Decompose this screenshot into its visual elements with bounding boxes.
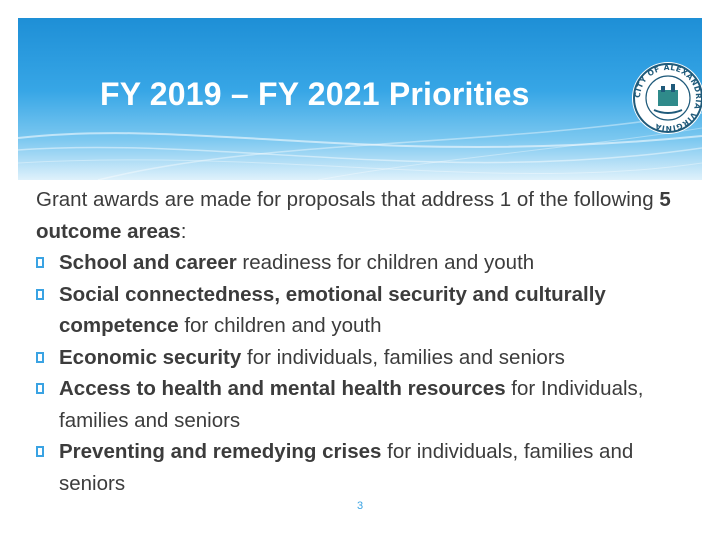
title-banner xyxy=(18,18,702,180)
outcome-item xyxy=(36,342,696,374)
outcome-rest: for individuals, families and seniors xyxy=(59,440,634,495)
outcome-item xyxy=(36,279,696,342)
outcome-bold: School and career xyxy=(59,251,237,274)
square-bullet-icon xyxy=(36,446,44,457)
outcome-item xyxy=(36,373,696,436)
outcome-item xyxy=(36,436,696,499)
outcome-rest: for individuals, families and seniors xyxy=(241,345,565,369)
outcome-rest: readiness for children and youth xyxy=(236,251,535,274)
intro-bold: 5 outcome areas xyxy=(36,188,671,243)
outcome-rest: for Individuals, families and seniors xyxy=(59,377,644,432)
square-bullet-icon xyxy=(36,383,44,394)
outcome-bold: Social connectedness, emotional security and culturally competence xyxy=(59,282,606,337)
square-bullet-icon xyxy=(36,352,44,363)
seal-text: CITY OF ALEXANDRIA VIRGINIA xyxy=(632,62,704,134)
outcome-rest: for children and youth xyxy=(178,314,382,337)
intro-paragraph xyxy=(36,184,696,247)
square-bullet-icon xyxy=(36,257,44,268)
intro-text: Grant awards are made for proposals that address 1 of the following xyxy=(36,188,660,211)
city-seal-icon xyxy=(630,60,702,136)
outcome-bold: Economic security xyxy=(59,345,242,369)
outcome-list xyxy=(36,247,696,499)
outcome-bold: Access to health and mental health resources xyxy=(59,377,506,400)
square-bullet-icon xyxy=(36,289,44,300)
content-body xyxy=(36,184,696,499)
slide-title: FY 2019 – FY 2021 Priorities xyxy=(100,76,530,112)
intro-colon: : xyxy=(180,219,187,243)
outcome-bold: Preventing and remedying crises xyxy=(59,440,382,463)
outcome-item xyxy=(36,247,696,279)
page-number: 3 xyxy=(356,500,364,512)
